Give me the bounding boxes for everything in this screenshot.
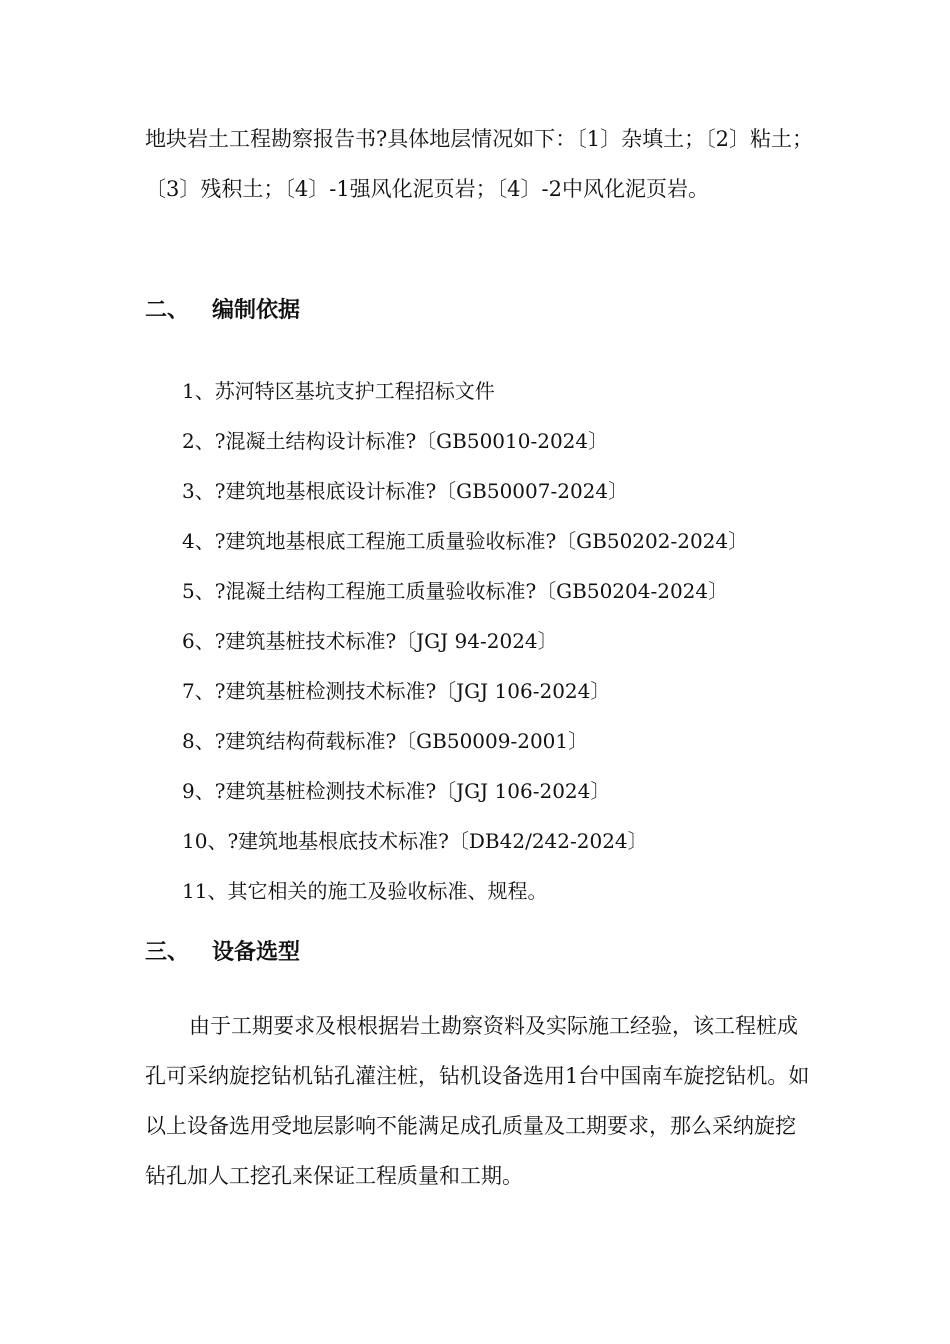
list-item: 7、?建筑基桩检测技术标准?〔JGJ 106-2024〕 [182, 679, 611, 703]
equipment-paragraph: 由于工期要求及根根据岩土勘察资料及实际施工经验，该工程桩成孔可采纳旋挖钻机钻孔灌注桩，钻机设备选用1台中国南车旋挖钻机。如以上设备选用受地层影响不能满足成孔质量及工期要求，那么采纳旋挖钻孔加人工挖孔来保证工程质量和工期。 [145, 1014, 810, 1188]
list-item: 8、?建筑结构荷载标准?〔GB50009-2001〕 [182, 729, 589, 753]
list-item: 11、其它相关的施工及验收标准、规程。 [182, 879, 548, 903]
list-item: 1、苏河特区基坑支护工程招标文件 [182, 379, 495, 403]
list-item: 2、?混凝土结构设计标准?〔GB50010-2024〕 [182, 429, 609, 453]
intro-paragraph: 地块岩土工程勘察报告书?具体地层情况如下：〔1〕杂填土；〔2〕粘土；〔3〕残积土；〔4〕-1强风化泥页岩；〔4〕-2中风化泥页岩。 [145, 127, 813, 201]
list-item: 6、?建筑基桩技术标准?〔JGJ 94-2024〕 [182, 629, 558, 653]
section-number-3: 三、 [145, 940, 190, 965]
section-heading-3 [145, 938, 300, 968]
section-heading-2 [145, 296, 300, 326]
list-item: 10、?建筑地基根底技术标准?〔DB42/242-2024〕 [182, 829, 648, 853]
list-item: 9、?建筑基桩检测技术标准?〔JGJ 106-2024〕 [182, 779, 611, 803]
section-number-2: 二、 [145, 298, 190, 323]
list-item: 5、?混凝土结构工程施工质量验收标准?〔GB50204-2024〕 [182, 579, 729, 603]
list-item: 3、?建筑地基根底设计标准?〔GB50007-2024〕 [182, 479, 629, 503]
section-title-2: 编制依据 [212, 298, 301, 323]
reference-list [182, 366, 748, 916]
section-title-3: 设备选型 [212, 940, 301, 965]
list-item: 4、?建筑地基根底工程施工质量验收标准?〔GB50202-2024〕 [182, 529, 749, 553]
